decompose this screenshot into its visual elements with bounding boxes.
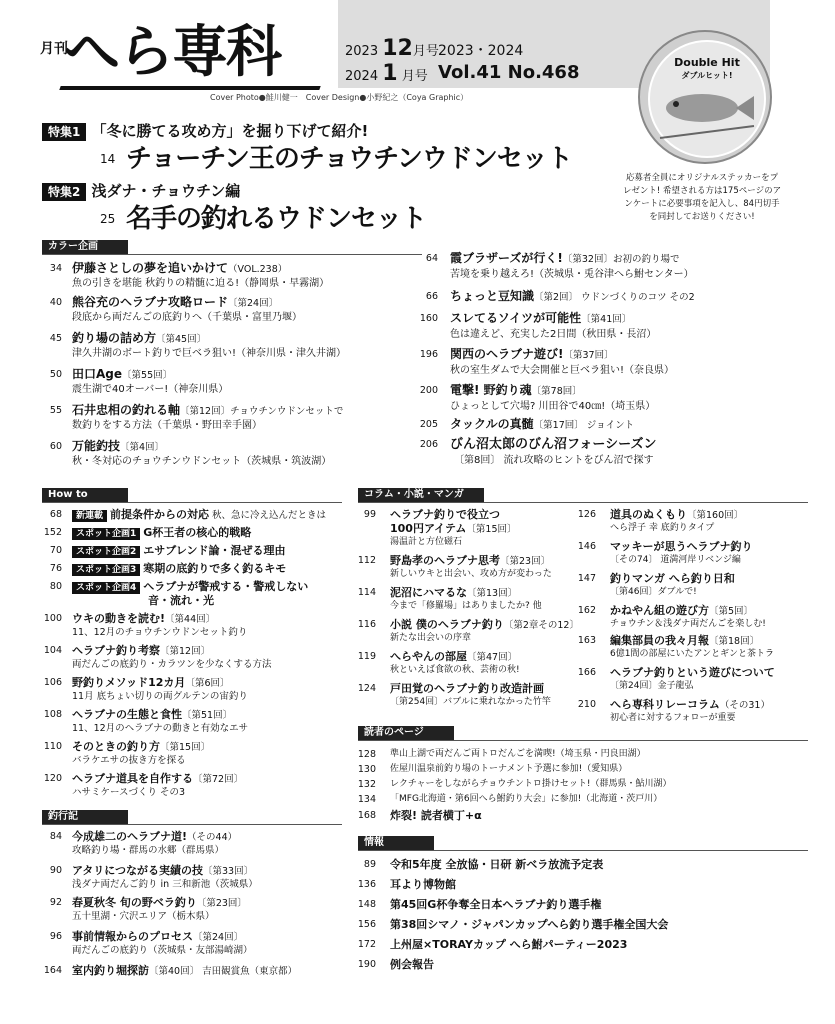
item-title bbox=[72, 580, 308, 594]
item-desc: 11、12月のチョウチンウドンセット釣り bbox=[72, 627, 248, 638]
item-tag: スポット企画2 bbox=[72, 546, 140, 558]
item-title-text: 釣り場の詰め方 bbox=[72, 331, 157, 345]
item-series: 〔第4回〕 bbox=[120, 442, 165, 453]
page-number: 162 bbox=[577, 605, 596, 616]
page-number: 84 bbox=[49, 831, 62, 842]
page-number: 34 bbox=[49, 263, 62, 274]
page-number: 99 bbox=[363, 509, 376, 520]
item-series: 〔第44回〕 bbox=[165, 614, 216, 625]
section-divider bbox=[358, 502, 808, 503]
item-title bbox=[390, 618, 579, 632]
item-series: 〔第2回〕 ウドンづくりのコツ その2 bbox=[534, 292, 695, 303]
item-series: 〔第12回〕チョウチンウドンセットで bbox=[180, 406, 344, 417]
item-desc: 秋・冬対応のチョウチンウドンセット（茨城県・筑波湖） bbox=[72, 456, 332, 467]
item-series: （その31） bbox=[719, 700, 770, 711]
item-title-text: 電撃! 野釣り魂 bbox=[450, 383, 532, 397]
page-number: 92 bbox=[49, 897, 62, 908]
color-list-left bbox=[36, 262, 416, 472]
item-title-text: ヘラブナ道具を自作する bbox=[72, 772, 193, 785]
item-title: 第45回G杯争奪全日本ヘラブナ釣り選手権 bbox=[390, 898, 602, 911]
item-desc: 苦境を乗り越えろ!（茨城県・兎谷津へら鮒センター） bbox=[450, 269, 694, 280]
item-series: 〔第23回〕 bbox=[500, 556, 551, 567]
item-desc: ハサミケースづくり その3 bbox=[72, 787, 186, 798]
item-title bbox=[72, 544, 286, 558]
page-number: 210 bbox=[577, 699, 596, 710]
item-desc: チョウチン＆浅ダナ両だんごを楽しむ! bbox=[610, 619, 766, 629]
item-title bbox=[72, 526, 251, 540]
item-title: 例会報告 bbox=[390, 958, 434, 971]
page-number: 106 bbox=[43, 677, 62, 688]
item-title-text: 田口Age bbox=[72, 367, 123, 381]
item-desc: 11月 底ちょい切りの両グルテンの宙釣り bbox=[72, 691, 248, 702]
section-divider bbox=[42, 502, 342, 503]
item-title: ヘラブナ釣りで役立つ bbox=[390, 508, 500, 521]
badge-inner bbox=[648, 40, 766, 158]
item-title: 炸裂! 読者横丁+α bbox=[390, 809, 482, 822]
section-howto: How to bbox=[42, 488, 128, 502]
section-divider bbox=[42, 824, 342, 825]
item-tag: 新連載 bbox=[72, 510, 107, 522]
item-series: 〔第33回〕 bbox=[203, 866, 254, 877]
page-number: 132 bbox=[357, 779, 376, 790]
sticker-notice: 応募者全員にオリジナルステッカーをプレゼント! 希望される方は175ページのアンケートに必要事項を記入し、84円切手を同封してお送りください! bbox=[622, 173, 782, 222]
page-number: 206 bbox=[419, 439, 438, 450]
item-title-text: 霞ブラザーズが行く! bbox=[450, 251, 563, 265]
reader-list bbox=[350, 748, 810, 828]
page-number: 66 bbox=[425, 291, 438, 302]
item-title: 上州屋×TORAYカップ へら鮒パーティー2023 bbox=[390, 938, 628, 951]
item-title-text: 前提条件からの対応 bbox=[110, 508, 210, 521]
item-tag: スポット企画4 bbox=[72, 582, 140, 594]
item-desc: 6億1間の部屋にいたアンとギンと茶トラ bbox=[610, 649, 775, 659]
item-series: 〔第78回〕 bbox=[531, 386, 582, 397]
item-title-text: 100円アイテム bbox=[390, 522, 467, 535]
item-title bbox=[390, 650, 517, 664]
fish-icon bbox=[650, 42, 764, 156]
item-series: 〔第24回〕 bbox=[228, 298, 279, 309]
item-title bbox=[72, 508, 326, 522]
item-title-text: 小説 僕のヘラブナ釣り bbox=[390, 618, 504, 631]
item-series: 〔第18回〕 bbox=[709, 636, 760, 647]
volume-number: Vol.41 No.468 bbox=[438, 62, 580, 83]
page-number: 130 bbox=[357, 764, 376, 775]
info-list bbox=[350, 858, 810, 978]
item-title bbox=[72, 562, 286, 576]
item-series: 〔第47回〕 bbox=[467, 652, 518, 663]
item-title-text: タックルの真髄 bbox=[450, 417, 534, 431]
badge-subtitle: ダブルヒット! bbox=[681, 71, 733, 80]
item-title bbox=[72, 740, 210, 754]
item-title-text: 事前情報からのプロセス bbox=[72, 930, 193, 943]
item-title-text: ちょっと豆知識 bbox=[450, 289, 535, 303]
item-desc: 〔第46回〕ダブルで! bbox=[610, 587, 697, 597]
item-desc: 津久井湖のボート釣りで巨ベラ狙い!（神奈川県・津久井湖） bbox=[72, 348, 347, 359]
item-title bbox=[72, 368, 172, 382]
page-number: 80 bbox=[49, 581, 62, 592]
item-title-cont: 音・流れ・光 bbox=[148, 594, 214, 607]
page-number: 205 bbox=[419, 419, 438, 430]
page-number: 172 bbox=[357, 939, 376, 950]
item-title-text: ヘラブナの生態と食性 bbox=[72, 708, 182, 721]
item-desc: 初心者に対するフォローが重要 bbox=[610, 713, 736, 723]
item-title-text: ヘラブナが警戒する・警戒しない bbox=[143, 580, 309, 593]
sticker-badge bbox=[638, 30, 772, 164]
item-title-text: 室内釣り堀探訪 bbox=[72, 964, 149, 977]
item-title-text: へら専科リレーコラム bbox=[610, 698, 720, 711]
item-series: 〔第160回〕 bbox=[687, 510, 744, 521]
item-title-text: そのときの釣り方 bbox=[72, 740, 160, 753]
item-title bbox=[72, 864, 253, 878]
page-number: 114 bbox=[357, 587, 376, 598]
item-title bbox=[72, 708, 232, 722]
page-number: 108 bbox=[43, 709, 62, 720]
item-series: 〔第51回〕 bbox=[182, 710, 233, 721]
item-title: びん沼太郎のびん沼フォーシーズン bbox=[450, 437, 657, 452]
item-title-text: 熊谷充のヘラブナ攻略ロード bbox=[72, 295, 229, 309]
item-title: 令和5年度 全放協・日研 新ベラ放流予定表 bbox=[390, 858, 604, 871]
page-number: 126 bbox=[577, 509, 596, 520]
item-series: 〔第32回〕お初の釣り場で bbox=[562, 254, 680, 265]
page-number: 168 bbox=[357, 810, 376, 821]
item-desc: 段底から両だんごの底釣りへ（千葉県・富里乃堰） bbox=[72, 312, 302, 323]
item-title-text: 今成雄二のヘラブナ道! bbox=[72, 830, 188, 843]
item-title bbox=[450, 418, 634, 432]
feature-subtitle: 浅ダナ・チョウチン編 bbox=[91, 182, 241, 200]
feature-page: 25 bbox=[100, 212, 116, 226]
section-fishing: 釣行記 bbox=[42, 810, 128, 824]
page-number: 96 bbox=[49, 931, 62, 942]
item-series: 〔第23回〕 bbox=[196, 898, 247, 909]
item-desc: 〔その74〕 道満河岸リベンジ編 bbox=[610, 555, 741, 565]
item-desc: 〔第254回〕バブルに乗れなかった竹竿 bbox=[390, 697, 551, 707]
page-number: 128 bbox=[357, 749, 376, 760]
section-column: コラム・小説・マンガ bbox=[358, 488, 484, 502]
item-title bbox=[72, 772, 243, 786]
page-number: 116 bbox=[357, 619, 376, 630]
item-title-text: 関西のヘラブナ遊び! bbox=[450, 347, 564, 361]
item-series: 〔第24回〕 bbox=[193, 932, 244, 943]
page-number: 166 bbox=[577, 667, 596, 678]
item-desc: 魚の引きを堪能 秋釣りの精髄に迫る!（静岡県・早霧湖） bbox=[72, 278, 330, 289]
item-series: （VOL.238） bbox=[228, 264, 288, 275]
item-title bbox=[72, 964, 297, 978]
item-title-text: 野釣りメソッド12カ月 bbox=[72, 676, 186, 689]
page-number: 90 bbox=[49, 865, 62, 876]
page-number: 146 bbox=[577, 541, 596, 552]
badge-title: Double Hit bbox=[674, 56, 740, 69]
item-title bbox=[72, 644, 210, 658]
item-series: 〔第15回〕 bbox=[466, 524, 517, 535]
item-desc: 11、12月のヘラブナの動きと有効なエサ bbox=[72, 723, 249, 734]
issue-years: 2023・2024 bbox=[438, 43, 524, 59]
item-series: 〔第37回〕 bbox=[563, 350, 614, 361]
item-tag: スポット企画1 bbox=[72, 528, 140, 540]
page-number: 104 bbox=[43, 645, 62, 656]
page-number: 112 bbox=[357, 555, 376, 566]
item-series: 〔第2章その12〕 bbox=[503, 620, 579, 631]
item-desc: 数釣りをする方法（千葉県・野田幸手園） bbox=[72, 420, 262, 431]
item-title-text: 万能釣技 bbox=[72, 439, 121, 453]
item-desc: 今まで「修羅場」はありましたか? 他 bbox=[390, 601, 542, 611]
page-number: 136 bbox=[357, 879, 376, 890]
item-desc: 両だんごの底釣り（茨城県・友部湯崎湖） bbox=[72, 945, 253, 956]
page-number: 100 bbox=[43, 613, 62, 624]
magazine-logo: へら専科 bbox=[64, 19, 280, 85]
page-number: 76 bbox=[49, 563, 62, 574]
page-number: 164 bbox=[43, 965, 62, 976]
item-series: 〔第13回〕 bbox=[467, 588, 518, 599]
item-desc: 色は違えど、充実した2日間（秋田県・長沼） bbox=[450, 329, 657, 340]
item-title bbox=[610, 508, 743, 522]
item-title bbox=[72, 332, 206, 346]
issue-month-1: 12 bbox=[382, 36, 413, 61]
item-title-text: 春夏秋冬 旬の野ベラ釣り bbox=[72, 896, 197, 909]
item-desc: 秋といえば食欲の秋、芸術の秋! bbox=[390, 665, 520, 675]
item-title bbox=[72, 830, 237, 844]
item-title-text: 石井忠相の釣れる軸 bbox=[72, 403, 181, 417]
feature-title[interactable]: チョーチン王のチョウチンウドンセット bbox=[126, 144, 572, 174]
item-series: 秋、急に冷え込んだときは bbox=[209, 510, 327, 521]
item-title bbox=[72, 896, 247, 910]
section-color: カラー企画 bbox=[42, 240, 128, 254]
item-desc: レクチャーをしながらチョウチントロ掛けセット!（群馬県・鮎川湖） bbox=[390, 779, 672, 789]
item-title bbox=[610, 604, 753, 618]
item-series: 〔第15回〕 bbox=[160, 742, 211, 753]
page-number: 119 bbox=[357, 651, 376, 662]
item-title-text: アタリにつながる実績の技 bbox=[72, 864, 204, 877]
magazine-label: 月刊 bbox=[40, 41, 68, 57]
item-series: （その44） bbox=[187, 832, 238, 843]
page-number: 68 bbox=[49, 509, 62, 520]
page-number: 120 bbox=[43, 773, 62, 784]
page-number: 196 bbox=[419, 349, 438, 360]
item-title bbox=[72, 404, 343, 418]
page-number: 40 bbox=[49, 297, 62, 308]
item-title-text: 道具のぬくもり bbox=[610, 508, 687, 521]
page-number: 147 bbox=[577, 573, 596, 584]
item-series: 〔第17回〕 ジョイント bbox=[533, 420, 635, 431]
page-number: 152 bbox=[43, 527, 62, 538]
item-title-text: G杯王者の核心的戦略 bbox=[143, 526, 252, 539]
page-number: 160 bbox=[419, 313, 438, 324]
item-title-text: ヘラブナ釣り考察 bbox=[72, 644, 160, 657]
issue-year-1: 2023 bbox=[345, 44, 379, 59]
item-desc: ひょっとして穴場? 川田谷で40㎝!（埼玉県） bbox=[450, 401, 656, 412]
fishing-list bbox=[36, 830, 356, 980]
feature-tag: 特集2 bbox=[42, 183, 86, 201]
item-title-text: かねやん組の遊び方 bbox=[610, 604, 709, 617]
item-series: 〔第40回〕 吉田観賞魚（東京都） bbox=[149, 966, 298, 977]
color-list-right bbox=[412, 252, 812, 472]
item-desc: 浅ダナ両だんご釣り in 三和新池（茨城県） bbox=[72, 879, 258, 890]
issue-month-unit-2: 月号 bbox=[401, 69, 428, 84]
item-desc: 五十里湖・穴沢エリア（栃木県） bbox=[72, 911, 215, 922]
section-divider bbox=[42, 254, 422, 255]
item-desc: 準山上湖で両だんご両トロだんごを満喫!（埼玉県・円良田湖） bbox=[390, 749, 646, 759]
item-title bbox=[450, 290, 695, 304]
item-desc: 新しいウキと出会い、攻め方が変わった bbox=[390, 569, 552, 579]
page-number: 163 bbox=[577, 635, 596, 646]
issue-month-2: 1 bbox=[382, 61, 398, 86]
column-list-left bbox=[350, 508, 590, 708]
logo-brushstroke bbox=[59, 86, 320, 90]
page-number: 45 bbox=[49, 333, 62, 344]
page-number: 156 bbox=[357, 919, 376, 930]
item-title bbox=[450, 252, 679, 266]
issue-year-2: 2024 bbox=[345, 69, 379, 84]
issue-dates bbox=[345, 36, 439, 86]
section-info: 情報 bbox=[358, 836, 434, 850]
item-desc: 震生湖で40オーバー!（神奈川県） bbox=[72, 384, 229, 395]
item-title-text: エサブレンド論・混ぜる理由 bbox=[143, 544, 286, 557]
item-title: 戸田覚のヘラブナ釣り改造計画 bbox=[390, 682, 544, 695]
item-desc: 〔第8回〕 流れ攻略のヒントをびん沼で探す bbox=[454, 455, 654, 466]
item-title bbox=[72, 612, 215, 626]
item-desc: 「MFG北海道・第6回へら鮒釣り大会」に参加!（北海道・茨戸川） bbox=[390, 794, 663, 804]
item-desc: 〔第24回〕金子龍弘 bbox=[610, 681, 694, 691]
item-title: 耳より博物館 bbox=[390, 878, 456, 891]
item-series: 〔第72回〕 bbox=[193, 774, 244, 785]
page-number: 148 bbox=[357, 899, 376, 910]
item-title bbox=[72, 440, 164, 454]
item-desc: 湯温計と方位磁石 bbox=[390, 537, 463, 547]
item-title bbox=[450, 348, 614, 362]
section-divider bbox=[358, 740, 808, 741]
item-title-text: へらやんの部屋 bbox=[390, 650, 467, 663]
section-reader: 読者のページ bbox=[358, 726, 454, 740]
item-series: 〔第45回〕 bbox=[156, 334, 207, 345]
item-title: ヘラブナ釣りという遊びについて bbox=[610, 666, 775, 679]
section-divider bbox=[358, 850, 808, 851]
item-series: 〔第55回〕 bbox=[122, 370, 173, 381]
page-number: 89 bbox=[363, 859, 376, 870]
item-title-cont bbox=[390, 522, 517, 536]
item-series: 〔第5回〕 bbox=[709, 606, 754, 617]
page-number: 55 bbox=[49, 405, 62, 416]
feature-title[interactable]: 名手の釣れるウドンセット bbox=[126, 204, 427, 234]
item-title bbox=[72, 676, 229, 690]
page-number: 190 bbox=[357, 959, 376, 970]
column-list-right bbox=[570, 508, 820, 723]
item-desc: 両だんごの底釣り・カラツンを少なくする方法 bbox=[72, 659, 272, 670]
item-desc: へら浮子 幸 底釣りタイプ bbox=[610, 523, 715, 533]
feature-subtitle: 「冬に勝てる攻め方」を掘り下げて紹介! bbox=[91, 122, 369, 140]
page-number: 64 bbox=[425, 253, 438, 264]
item-title-text: 野島孝のヘラブナ思考 bbox=[390, 554, 500, 567]
page-number: 200 bbox=[419, 385, 438, 396]
item-title-text: ウキの動きを読む! bbox=[72, 612, 166, 625]
item-title bbox=[450, 312, 631, 326]
item-title bbox=[450, 384, 582, 398]
item-title-text: 寒期の底釣りで多く釣るキモ bbox=[143, 562, 287, 575]
item-title bbox=[390, 586, 517, 600]
item-title: マッキーが思うヘラブナ釣り bbox=[610, 540, 753, 553]
item-series: 〔第12回〕 bbox=[160, 646, 211, 657]
page-number: 60 bbox=[49, 441, 62, 452]
howto-list bbox=[36, 508, 356, 808]
item-title bbox=[72, 930, 243, 944]
item-title: 第38回シマノ・ジャパンカップへら釣り選手権全国大会 bbox=[390, 918, 669, 931]
item-title bbox=[390, 554, 550, 568]
item-desc: 新たな出会いの序章 bbox=[390, 633, 472, 643]
item-tag: スポット企画3 bbox=[72, 564, 140, 576]
item-desc: バラケエサの抜き方を探る bbox=[72, 755, 186, 766]
item-title bbox=[610, 698, 770, 712]
item-title bbox=[72, 296, 278, 310]
issue-month-unit-1: 月号 bbox=[412, 44, 439, 59]
item-series: 〔第41回〕 bbox=[581, 314, 632, 325]
item-title: 釣りマンガ へら釣り日和 bbox=[610, 572, 735, 585]
page-number: 50 bbox=[49, 369, 62, 380]
feature-tag: 特集1 bbox=[42, 123, 86, 141]
item-title-text: 泥沼にハマるな bbox=[390, 586, 467, 599]
item-desc: 秋の室生ダムで大会開催と巨ベラ狙い!（奈良県） bbox=[450, 365, 675, 376]
item-title-text: スレてるソイツが可能性 bbox=[450, 311, 582, 325]
page-number: 124 bbox=[357, 683, 376, 694]
item-title-text: 編集部員の我々月報 bbox=[610, 634, 709, 647]
item-title bbox=[610, 634, 759, 648]
feature-page: 14 bbox=[100, 152, 116, 166]
page-number: 110 bbox=[43, 741, 62, 752]
item-series: 〔第6回〕 bbox=[185, 678, 230, 689]
cover-credits: Cover Photo●鮭川健一 Cover Design●小野紀之（Coya Graphic） bbox=[210, 93, 469, 102]
item-title bbox=[72, 262, 287, 276]
item-title-text: 伊藤さとしの夢を追いかけて bbox=[72, 261, 229, 275]
page-number: 134 bbox=[357, 794, 376, 805]
item-desc: 佐屋川温泉前釣り場のトーナメント予選に参加!（愛知県） bbox=[390, 764, 628, 774]
page-number: 70 bbox=[49, 545, 62, 556]
item-desc: 攻略釣り場・群馬の水郷（群馬県） bbox=[72, 845, 225, 856]
